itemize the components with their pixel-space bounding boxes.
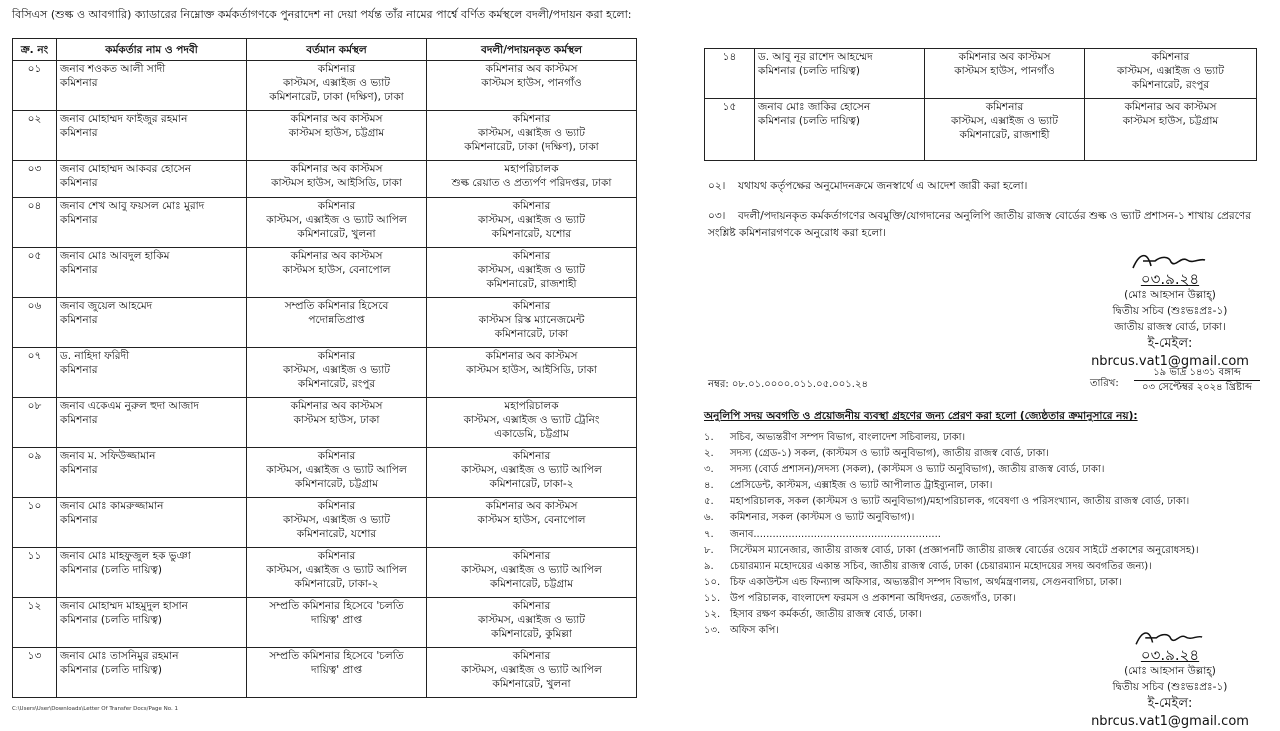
cc-item-number: ১. (704, 432, 714, 443)
cc-list-item (704, 543, 1264, 559)
serial-number (13, 198, 57, 248)
officer-name-line: জনাব মোহাম্মদ আকবর হোসেন (60, 163, 192, 175)
signature-date: ০৩.৯.২৪ (1140, 270, 1200, 288)
cc-item-number: ১১. (704, 592, 721, 604)
paragraph-number: ০২। (708, 180, 726, 192)
current-posting-line: কমিশনার অব কাস্টমস (290, 163, 383, 175)
current-posting-line: কমিশনার (317, 550, 356, 562)
new-posting-line: কমিশনার (512, 450, 551, 462)
serial-number-line: ১০ (27, 500, 42, 512)
new-posting (427, 198, 637, 248)
new-posting-line: কাস্টমস, এক্সাইজ ও ভ্যাট আপিল (461, 664, 602, 676)
officer-name (57, 248, 247, 298)
current-posting-line: কমিশনার (317, 450, 356, 462)
date-label: তারিখ: (1090, 378, 1119, 389)
current-posting-line: কমিশনারেট, রাজশাহী (959, 129, 1050, 141)
new-posting-line: কমিশনারেট, খুলনা (492, 678, 571, 690)
current-posting-line: পদোন্নতিপ্রাপ্ত (308, 314, 365, 326)
officer-name-line: জনাব শওকত আলী সাদী (60, 63, 166, 75)
cc-list-item (704, 591, 1264, 607)
new-posting-line: কমিশনারেট, যশোর (491, 228, 572, 240)
serial-number-line: ০৭ (27, 350, 42, 362)
current-posting (925, 49, 1085, 99)
officer-name-line: কমিশনার (চলতি দায়িত্ব) (758, 115, 860, 127)
table-row (13, 548, 637, 598)
cc-item-number: ৭. (704, 528, 714, 540)
header-name: কর্মকর্তার নাম ও পদবী (57, 39, 247, 61)
new-posting (427, 398, 637, 448)
new-posting (427, 648, 637, 698)
serial-number-line: ০৫ (27, 250, 42, 262)
cc-list (704, 430, 1264, 639)
serial-number (13, 298, 57, 348)
serial-number (13, 111, 57, 161)
current-posting-line: কমিশনারেট, চট্টগ্রাম (294, 478, 379, 490)
current-posting (247, 61, 427, 111)
officer-name-line: কমিশনার (চলতি দায়িত্ব) (60, 664, 162, 676)
table-row (13, 448, 637, 498)
current-posting-line: দায়িত্ব' প্রাপ্ত (311, 614, 362, 626)
current-posting (247, 298, 427, 348)
new-posting (427, 498, 637, 548)
current-posting (247, 111, 427, 161)
current-posting-line: কমিশনার (317, 63, 356, 75)
cc-item-text: সদস্য (গ্রেড-১) সকল, (কাস্টমস ও ভ্যাট অনুবিভাগ), জাতীয় রাজস্ব বোর্ড, ঢাকা। (730, 448, 1049, 460)
officer-name-line: জনাব শেখ আবু ফয়সল মোঃ মুরাদ (60, 200, 205, 212)
new-posting-line: কমিশনারেট, কুমিল্লা (491, 628, 572, 640)
new-posting-line: কাস্টমস, এক্সাইজ ও ভ্যাট (477, 214, 585, 226)
current-posting-line: কাস্টমস হাউস, বেনাপোল (282, 264, 391, 276)
new-posting-line: কাস্টমস, এক্সাইজ ও ভ্যাট (477, 614, 585, 626)
new-posting-line: মহাপরিচালক (504, 163, 559, 175)
serial-number (13, 598, 57, 648)
signatory-name: (মোঃ আহসান উল্লাহ্‌) (1124, 665, 1216, 677)
signature-image (1125, 626, 1215, 648)
cc-item-text: প্রেসিডেন্ট, কাস্টমস, এক্সাইজ ও ভ্যাট আপীলাত ট্রাইব্যুনাল, ঢাকা। (730, 480, 993, 492)
date-bangla: ১৯ ভাদ্র ১৪৩১ বঙ্গাব্দ (1134, 366, 1260, 381)
current-posting-line: কমিশনার (317, 200, 356, 212)
new-posting (427, 548, 637, 598)
serial-number-line: ১২ (27, 600, 42, 612)
cc-item-text: অফিস কপি। (730, 625, 779, 637)
email-label: ই-মেইল: (1147, 336, 1193, 351)
officer-name-line: কমিশনার (60, 464, 98, 476)
paragraph-02 (708, 178, 1027, 195)
header-new: বদলী/পদায়নকৃত কর্মস্থল (427, 39, 637, 61)
cc-item-text: কমিশনার, সকল (কাস্টমস ও ভ্যাট অনুবিভাগ)। (730, 512, 915, 524)
serial-number-line: ০৪ (27, 200, 42, 212)
officer-name-line: জনাব মোহাম্মদ ফাইজুর রহমান (60, 113, 188, 125)
transfer-table (12, 38, 637, 698)
serial-number (705, 49, 755, 99)
new-posting-line: মহাপরিচালক (504, 400, 559, 412)
serial-number-line: ১৩ (27, 650, 42, 662)
current-posting-line: কমিশনারেট, রংপুর (297, 378, 376, 390)
memo-value: ০৮.০১.০০০০.০১১.০৫.০০১.২৪ (731, 379, 868, 390)
signatory-office: জাতীয় রাজস্ব বোর্ড, ঢাকা। (1114, 321, 1226, 333)
cc-list-item (704, 527, 1264, 543)
paragraph-text-cont: সংশ্লিষ্ট কমিশনারগণকে অনুরোধ করা হলো। (708, 227, 887, 239)
new-posting-line: কমিশনারেট, চট্টগ্রাম (489, 578, 574, 590)
new-posting-line: কমিশনার অব কাস্টমস (485, 500, 578, 512)
new-posting (427, 298, 637, 348)
new-posting-line: কাস্টমস, এক্সাইজ ও ভ্যাট আপিল (461, 564, 602, 576)
officer-name (57, 61, 247, 111)
intro-text: বিসিএস (শুল্ক ও আবগারি) ক্যাডারের নিম্নোক্ত কর্মকর্তাগণকে পুনরাদেশ না দেয়া পর্যন্ত তাঁর নামের পার্শ্বে বর্ণিত কর্মস্থলে বদলী/পদায়ন করা হলো: (12, 8, 632, 21)
table-row (13, 248, 637, 298)
new-posting-line: কমিশনার (512, 113, 551, 125)
officer-name-line: কমিশনার (60, 364, 98, 376)
current-posting (925, 99, 1085, 161)
new-posting-line: কমিশনার (512, 300, 551, 312)
new-posting-line: কমিশনার (512, 250, 551, 262)
table-row (13, 198, 637, 248)
table-row (13, 498, 637, 548)
officer-name (57, 161, 247, 198)
signatory-name: (মোঃ আহসান উল্লাহ্‌) (1124, 289, 1216, 301)
officer-name (57, 298, 247, 348)
officer-name-line: কমিশনার (60, 514, 98, 526)
table-row (705, 49, 1257, 99)
current-posting (247, 348, 427, 398)
new-posting-line: কমিশনারেট, রংপুর (1131, 79, 1210, 91)
serial-number (13, 398, 57, 448)
header-serial: ক্র. নং (13, 39, 57, 61)
transfer-table-continued (704, 48, 1257, 161)
new-posting-line: কাস্টমস হাউস, বেনাপোল (477, 514, 586, 526)
cc-item-number: ৬. (704, 512, 714, 524)
current-posting-line: কমিশনার অব কাস্টমস (958, 51, 1051, 63)
cc-list-item (704, 430, 1264, 446)
new-posting (427, 598, 637, 648)
new-posting-line: একাডেমি, চট্টগ্রাম (494, 428, 569, 440)
new-posting (1085, 49, 1257, 99)
signature-block (1080, 248, 1260, 371)
table-row (13, 398, 637, 448)
current-posting-line: কাস্টমস হাউস, পানগাঁও (954, 65, 1055, 77)
officer-name-line: ড. নাহিদা ফরিদী (60, 350, 130, 362)
current-posting (247, 161, 427, 198)
table-row (705, 99, 1257, 161)
cc-item-number: ১৩. (704, 625, 721, 637)
paragraph-text: যথাযথ কর্তৃপক্ষের অনুমোদনক্রমে জনস্বার্থে এ আদেশ জারী করা হলো। (738, 180, 1028, 192)
new-posting-line: কমিশনারেট, রাজশাহী (486, 278, 577, 290)
new-posting-line: কাস্টমস রিস্ক ম্যানেজমেন্ট (478, 314, 585, 326)
signature-date: ০৩.৯.২৪ (1140, 646, 1200, 664)
officer-name (57, 198, 247, 248)
current-posting-line: কাস্টমস, এক্সাইজ ও ভ্যাট (950, 115, 1058, 127)
officer-name-line: কমিশনার (60, 177, 98, 189)
serial-number (13, 61, 57, 111)
header-current: বর্তমান কর্মস্থল (247, 39, 427, 61)
paragraph-03 (708, 208, 1268, 242)
cc-list-item (704, 559, 1264, 575)
current-posting-line: কমিশনারেট, ঢাকা-২ (294, 578, 379, 590)
officer-name (57, 448, 247, 498)
cc-item-number: ১২. (704, 609, 721, 621)
new-posting-line: কমিশনারেট, ঢাকা-২ (489, 478, 574, 490)
cc-item-text: জনাব........................................................... (730, 528, 941, 540)
cc-item-number: ৪. (704, 480, 714, 492)
current-posting-line: কমিশনার (985, 101, 1024, 113)
serial-number-line: ০২ (27, 113, 42, 125)
officer-name (57, 348, 247, 398)
current-posting-line: কাস্টমস, এক্সাইজ ও ভ্যাট আপিল (266, 564, 407, 576)
cc-item-text: চেয়ারম্যান মহোদয়ের একান্ত সচিব, জাতীয় রাজস্ব বোর্ড, ঢাকা (চেয়ারম্যান মহোদয়ের সদয় অবগতির জন্য)। (730, 560, 1152, 572)
officer-name-line: জনাব মোহাম্মদ মাহমুদুল হাসান (60, 600, 188, 612)
cc-list-item (704, 575, 1264, 591)
officer-name-line: জনাব জুয়েল আহমেদ (60, 300, 153, 312)
date-english: ০৩ সেপ্টেম্বর ২০২৪ খ্রিষ্টাব্দ (1142, 382, 1252, 393)
officer-name (755, 99, 925, 161)
officer-name-line: কমিশনার (চলতি দায়িত্ব) (60, 614, 162, 626)
new-posting-line: কমিশনার অব কাস্টমস (485, 63, 578, 75)
email-label: ই-মেইল: (1147, 696, 1193, 711)
table-row (13, 598, 637, 648)
footer-file-path: C:\Users\User\Downloads\Letter Of Transfer Docs/Page No. 1 (12, 706, 178, 712)
officer-name (57, 648, 247, 698)
signatory-designation: দ্বিতীয় সচিব (শুঃভঃপ্রঃ-১) (1112, 681, 1228, 693)
current-posting (247, 398, 427, 448)
current-posting-line: কাস্টমস, এক্সাইজ ও ভ্যাট (282, 364, 390, 376)
cc-list-item (704, 478, 1264, 494)
officer-name (57, 598, 247, 648)
officer-name-line: ড. আবু নূর রাশেদ আহম্মেদ (758, 51, 873, 63)
current-posting-line: সম্প্রতি কমিশনার হিসেবে 'চলতি (269, 650, 404, 662)
new-posting (427, 448, 637, 498)
new-posting-line: কাস্টমস, এক্সাইজ ও ভ্যাট (1116, 65, 1224, 77)
officer-name-line: জনাব মোঃ মাহফুজুল হক ভুঞা (60, 550, 191, 562)
cc-list-item (704, 462, 1264, 478)
new-posting (427, 61, 637, 111)
current-posting-line: কমিশনার (317, 500, 356, 512)
officer-name-line: কমিশনার (60, 264, 98, 276)
new-posting-line: কাস্টমস হাউস, পানগাঁও (481, 77, 582, 89)
officer-name-line: কমিশনার (চলতি দায়িত্ব) (758, 65, 860, 77)
current-posting (247, 498, 427, 548)
current-posting (247, 548, 427, 598)
new-posting-line: কাস্টমস, এক্সাইজ ও ভ্যাট ট্রেনিং (463, 414, 600, 426)
current-posting-line: কাস্টমস, এক্সাইজ ও ভ্যাট (282, 77, 390, 89)
cc-item-text: সদস্য (বোর্ড প্রশাসন)/সদস্য (সকল), (কাস্টমস ও ভ্যাট অনুবিভাগ), জাতীয় রাজস্ব বোর্ড, ঢাকা। (730, 464, 1105, 476)
serial-number-line: ১১ (27, 550, 42, 562)
new-posting-line: কমিশনার (512, 600, 551, 612)
table-row (13, 111, 637, 161)
current-posting-line: কমিশনারেট, ঢাকা (দক্ষিণ), ঢাকা (269, 91, 404, 103)
cc-item-text: চিফ একাউন্টস এন্ড ফিন্যান্স অফিসার, অভ্যন্তরীণ সম্পদ বিভাগ, অর্থমন্ত্রণালয়, সেগুনবাগিচা, ঢাকা। (730, 576, 1122, 588)
officer-name (57, 498, 247, 548)
serial-number-line: ০৯ (27, 450, 42, 462)
table-row (13, 161, 637, 198)
officer-name-line: কমিশনার (60, 127, 98, 139)
email-address[interactable]: nbrcus.vat1@gmail.com (1091, 354, 1249, 369)
cc-item-text: হিসাব রক্ষণ কর্মকর্তা, জাতীয় রাজস্ব বোর্ড, ঢাকা। (730, 609, 922, 621)
new-posting (427, 348, 637, 398)
officer-name-line: জনাব মোঃ তাসনিমুর রহমান (60, 650, 179, 662)
new-posting (427, 161, 637, 198)
current-posting (247, 598, 427, 648)
current-posting-line: কমিশনার (317, 350, 356, 362)
cc-item-number: ৩. (704, 464, 714, 476)
current-posting-line: দায়িত্ব' প্রাপ্ত (311, 664, 362, 676)
current-posting-line: কাস্টমস, এক্সাইজ ও ভ্যাট আপিল (266, 214, 407, 226)
signatory-email (1080, 695, 1260, 731)
new-posting-line: কমিশনারেট, ঢাকা (494, 328, 569, 340)
table-row (13, 61, 637, 111)
officer-name (57, 398, 247, 448)
email-address[interactable]: nbrcus.vat1@gmail.com (1091, 714, 1249, 729)
officer-name-line: কমিশনার (চলতি দায়িত্ব) (60, 564, 162, 576)
officer-name-line: জনাব মোঃ কামরুজ্জামান (60, 500, 164, 512)
officer-name (57, 548, 247, 598)
current-posting-line: সম্প্রতি কমিশনার হিসেবে 'চলতি (269, 600, 404, 612)
current-posting-line: কাস্টমস হাউস, চট্টগ্রাম (288, 127, 385, 139)
serial-number-line: ১৫ (722, 101, 737, 113)
memo-label: নম্বর: (708, 379, 729, 390)
new-posting (1085, 99, 1257, 161)
current-posting-line: কাস্টমস হাউস, ঢাকা (293, 414, 380, 426)
cc-list-item (704, 607, 1264, 623)
new-posting-line: কাস্টমস হাউস, আইসিডি, ঢাকা (466, 364, 597, 376)
table-row (13, 648, 637, 698)
current-posting-line: সম্প্রতি কমিশনার হিসেবে (284, 300, 389, 312)
table-row (13, 348, 637, 398)
officer-name-line: কমিশনার (60, 414, 98, 426)
current-posting (247, 648, 427, 698)
officer-name-line: জনাব ম. সফিউজ্জামান (60, 450, 156, 462)
officer-name-line: জনাব মোঃ আবদুল হাকিম (60, 250, 170, 262)
new-posting-line: শুল্ক রেয়াত ও প্রত্যর্পণ পরিদপ্তর, ঢাকা (451, 177, 612, 189)
table-header-row (13, 39, 637, 61)
new-posting-line: কাস্টমস হাউস, চট্টগ্রাম (1122, 115, 1219, 127)
paragraph-number: ০৩। (708, 210, 726, 222)
serial-number (13, 348, 57, 398)
current-posting-line: কাস্টমস, এক্সাইজ ও ভ্যাট আপিল (266, 464, 407, 476)
cc-list-item (704, 446, 1264, 462)
serial-number (13, 161, 57, 198)
officer-name-line: জনাব মোঃ জাকির হোসেন (758, 101, 871, 113)
serial-number (13, 648, 57, 698)
serial-number (13, 448, 57, 498)
signature-block-bottom (1080, 626, 1260, 731)
serial-number (13, 498, 57, 548)
cc-item-text: মহাপরিচালক, সকল (কাস্টমস ও ভ্যাট অনুবিভাগ)/মহাপরিচালক, গবেষণা ও পরিসংখ্যান, জাতীয় রাজস্ব বোর্ড, ঢাকা। (730, 496, 1190, 508)
current-posting-line: কাস্টমস, এক্সাইজ ও ভ্যাট (282, 514, 390, 526)
current-posting (247, 198, 427, 248)
new-posting (427, 111, 637, 161)
new-posting-line: কমিশনার (512, 200, 551, 212)
signatory-designation: দ্বিতীয় সচিব (শুঃভঃপ্রঃ-১) (1112, 305, 1228, 317)
cc-item-number: ৮. (704, 544, 714, 556)
officer-name (755, 49, 925, 99)
new-posting (427, 248, 637, 298)
cc-title: অনুলিপি সদয় অবগতি ও প্রয়োজনীয় ব্যবস্থা গ্রহণের জন্য প্রেরণ করা হলো (জ্যেষ্ঠতার ক্রমানুসারে নয়): (704, 410, 1138, 422)
signature-image (1125, 248, 1215, 272)
new-posting-line: কমিশনারেট, ঢাকা (দক্ষিণ), ঢাকা (464, 141, 599, 153)
current-posting-line: কমিশনার অব কাস্টমস (290, 400, 383, 412)
current-posting (247, 248, 427, 298)
new-posting-line: কাস্টমস, এক্সাইজ ও ভ্যাট (477, 264, 585, 276)
serial-number-line: ০৩ (27, 163, 42, 175)
paragraph-text: বদলী/পদায়নকৃত কর্মকর্তাগণের অবমুক্তি/যোগদানের অনুলিপি জাতীয় রাজস্ব বোর্ডের শুল্ক ও ভ্যাট প্রশাসন-১ শাখায় প্রেরণের (738, 210, 1252, 222)
current-posting-line: কমিশনারেট, খুলনা (297, 228, 376, 240)
serial-number (13, 548, 57, 598)
new-posting-line: কমিশনার অব কাস্টমস (1124, 101, 1217, 113)
serial-number (705, 99, 755, 161)
cc-item-number: ৫. (704, 496, 714, 508)
officer-name-line: জনাব একেএম নুরুল হুদা আজাদ (60, 400, 199, 412)
current-posting-line: কাস্টমস হাউস, আইসিডি, ঢাকা (271, 177, 402, 189)
cc-item-number: ২. (704, 448, 714, 460)
officer-name-line: কমিশনার (60, 214, 98, 226)
serial-number-line: ১৪ (722, 51, 737, 63)
cc-item-number: ৯. (704, 560, 714, 572)
serial-number-line: ০৬ (27, 300, 42, 312)
current-posting (247, 448, 427, 498)
new-posting-line: কমিশনার (512, 550, 551, 562)
cc-list-item (704, 494, 1264, 510)
serial-number-line: ০১ (27, 63, 42, 75)
serial-number (13, 248, 57, 298)
new-posting-line: কাস্টমস, এক্সাইজ ও ভ্যাট আপিল (461, 464, 602, 476)
new-posting-line: কাস্টমস, এক্সাইজ ও ভ্যাট (477, 127, 585, 139)
cc-item-number: ১০. (704, 576, 721, 588)
current-posting-line: কমিশনার অব কাস্টমস (290, 113, 383, 125)
current-posting-line: কমিশনার অব কাস্টমস (290, 250, 383, 262)
officer-name (57, 111, 247, 161)
cc-item-text: সিস্টেমস ম্যানেজার, জাতীয় রাজস্ব বোর্ড, ঢাকা (প্রজ্ঞাপনটি জাতীয় রাজস্ব বোর্ডের ওয়েব সাইটে প্রকাশের অনুরোধসহ)। (730, 544, 1199, 556)
cc-item-text: উপ পরিচালক, বাংলাদেশ ফরমস ও প্রকাশনা অধিদপ্তর, তেজগাঁও, ঢাকা। (730, 592, 1016, 604)
table-row (13, 298, 637, 348)
memo-number (708, 377, 868, 394)
current-posting-line: কমিশনারেট, যশোর (296, 528, 377, 540)
new-posting-line: কমিশনার (512, 650, 551, 662)
new-posting-line: কমিশনার (1151, 51, 1190, 63)
cc-list-item (704, 510, 1264, 526)
officer-name-line: কমিশনার (60, 314, 98, 326)
new-posting-line: কমিশনার অব কাস্টমস (485, 350, 578, 362)
officer-name-line: কমিশনার (60, 77, 98, 89)
serial-number-line: ০৮ (27, 400, 42, 412)
cc-item-text: সচিব, অভ্যন্তরীণ সম্পদ বিভাগ, বাংলাদেশ সচিবালয়, ঢাকা। (730, 432, 966, 443)
